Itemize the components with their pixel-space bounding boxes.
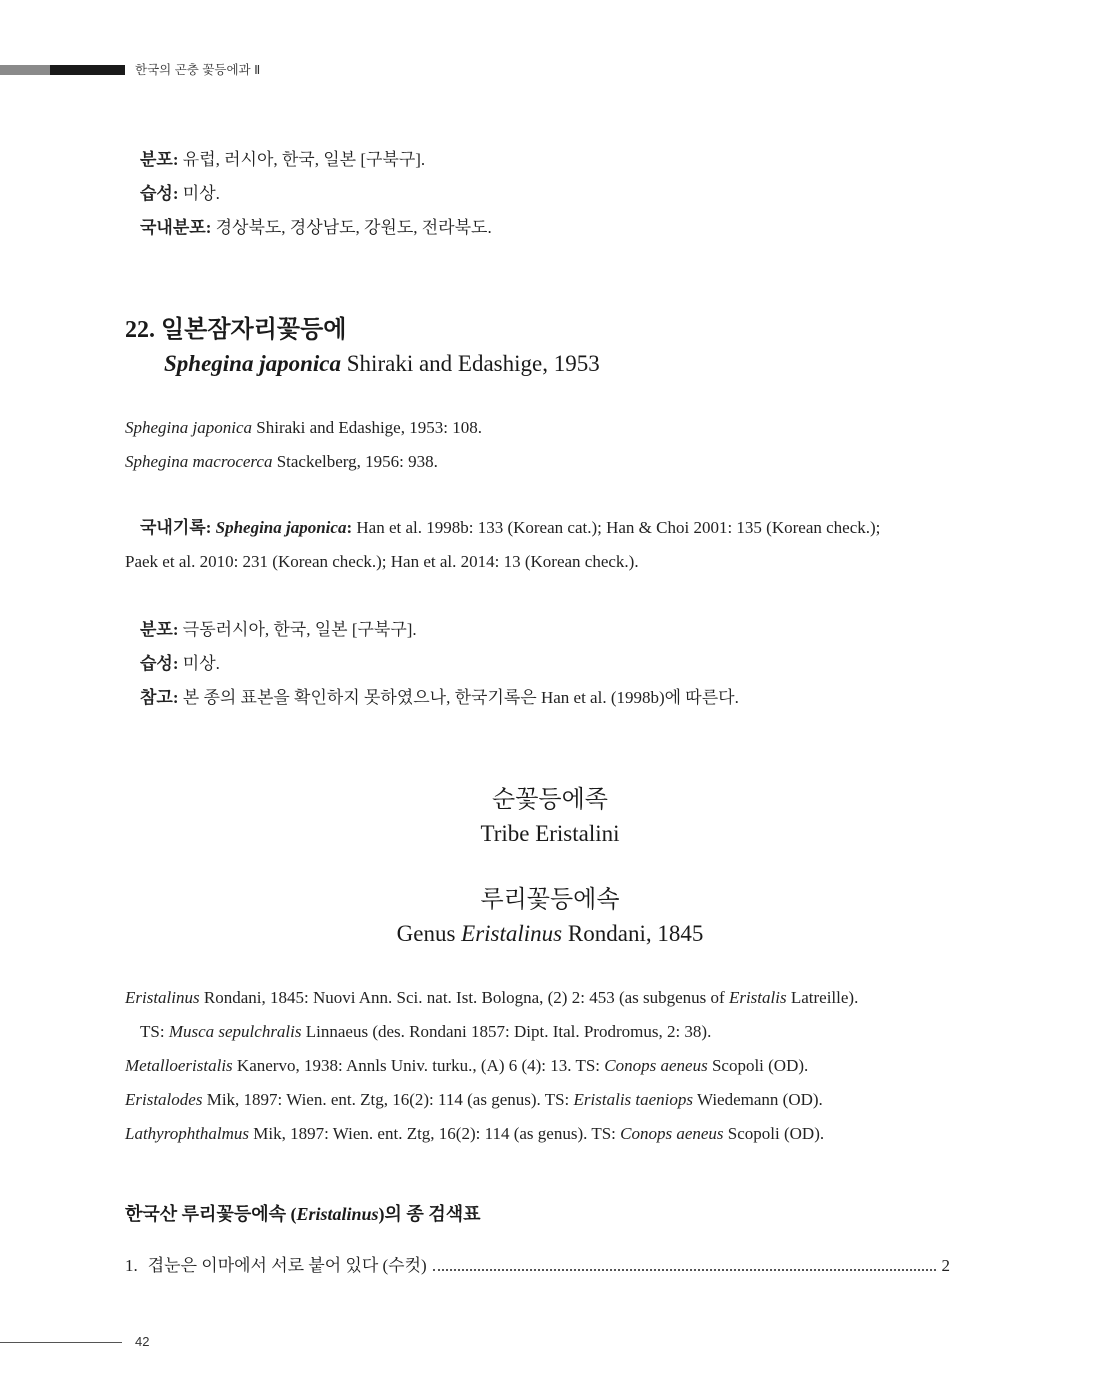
genus-korean: 루리꽃등에속 [480, 887, 620, 913]
genus-name: Eristalinus [461, 921, 563, 946]
synonym-name: Lathyrophthalmus [125, 1124, 250, 1143]
note-label: 참고: [140, 688, 179, 707]
synonym-citation: Kanervo, 1938: Annls Univ. turku., (A) 6 (4): 13. TS: [232, 1056, 605, 1075]
type-species-label: TS: [140, 1022, 169, 1041]
tribe-latin: Tribe Eristalini [480, 821, 620, 846]
species-binomial: Sphegina japonica [164, 351, 342, 376]
key-heading-suffix: )의 종 검색표 [378, 1204, 481, 1224]
prev-korean-distribution-text: 경상북도, 경상남도, 강원도, 전라북도. [211, 218, 492, 237]
korean-records-line-1 [140, 518, 880, 538]
species-number: 22. [125, 317, 155, 343]
key-item [125, 1255, 950, 1277]
prev-distribution [140, 150, 425, 170]
habit-label: 습성: [140, 654, 179, 673]
distribution-text: 극동러시아, 한국, 일본 [구북구]. [178, 620, 417, 639]
page-number: 42 [135, 1334, 150, 1349]
genus-synonym-1 [125, 988, 858, 1008]
korean-records-colon: : [346, 518, 353, 537]
synonym-type-species: Conops aeneus [620, 1124, 724, 1143]
synonym-citation-end: Wiedemann (OD). [693, 1090, 823, 1109]
synonym-citation: Shiraki and Edashige, 1953: 108. [252, 418, 482, 437]
header-bar-dark [50, 65, 125, 75]
species-title-scientific [164, 350, 600, 378]
key-heading-prefix: 한국산 루리꽃등에속 ( [125, 1204, 297, 1224]
genus-authority: Rondani, 1845 [562, 921, 704, 946]
key-item-leader-dots [433, 1269, 936, 1271]
species-synonym-1 [125, 418, 482, 438]
key-item-target: 2 [941, 1256, 950, 1275]
genus-type-species [140, 1022, 711, 1042]
species-note [140, 688, 739, 708]
genus-synonym-3 [125, 1090, 823, 1110]
korean-records-species: Sphegina japonica [215, 518, 347, 537]
synonym-name: Sphegina macrocerca [125, 452, 273, 471]
synonym-citation-end: Scopoli (OD). [707, 1056, 809, 1075]
synonym-citation: Stackelberg, 1956: 938. [272, 452, 438, 471]
synonym-citation-end: Latreille). [786, 988, 859, 1007]
prev-habit [140, 184, 220, 204]
tribe-korean: 순꽃등에족 [492, 787, 608, 813]
synonym-related-name: Eristalis [728, 988, 787, 1007]
korean-records-label: 국내기록: [140, 518, 212, 537]
synonym-citation-end: Scopoli (OD). [723, 1124, 825, 1143]
header-bar-gray [0, 65, 50, 75]
key-heading [125, 1203, 480, 1225]
key-heading-genus: Eristalinus [296, 1204, 379, 1224]
synonym-name: Sphegina japonica [125, 418, 253, 437]
prev-habit-label: 습성: [140, 184, 179, 203]
species-korean-name: 일본잠자리꽃등에 [161, 317, 347, 343]
prev-habit-text: 미상. [178, 184, 220, 203]
synonym-name: Eristalinus [125, 988, 200, 1007]
synonym-name: Eristalodes [125, 1090, 203, 1109]
running-head: 한국의 곤충 꽃등에과 Ⅱ [135, 63, 261, 77]
key-item-number: 1. [125, 1256, 138, 1275]
footer-rule [0, 1342, 122, 1343]
synonym-name: Metalloeristalis [125, 1056, 233, 1075]
genus-synonym-2 [125, 1056, 808, 1076]
species-habit [140, 654, 220, 674]
prev-korean-distribution-label: 국내분포: [140, 218, 212, 237]
key-item-text: 겹눈은 이마에서 서로 붙어 있다 (수컷) [147, 1256, 427, 1275]
species-distribution [140, 620, 417, 640]
note-text: 본 종의 표본을 확인하지 못하였으나, 한국기록은 Han et al. (1998b)에 따른다. [178, 688, 739, 707]
species-title-korean [125, 316, 346, 344]
habit-text: 미상. [178, 654, 220, 673]
genus-latin [0, 920, 1100, 948]
type-species-citation: Linnaeus (des. Rondani 1857: Dipt. Ital. Prodromus, 2: 38). [301, 1022, 712, 1041]
synonym-type-species: Eristalis taeniops [573, 1090, 694, 1109]
prev-distribution-label: 분포: [140, 150, 179, 169]
genus-synonym-4 [125, 1124, 824, 1144]
prev-distribution-text: 유럽, 러시아, 한국, 일본 [구북구]. [178, 150, 426, 169]
synonym-citation: Mik, 1897: Wien. ent. Ztg, 16(2): 114 (as genus). TS: [202, 1090, 574, 1109]
korean-records-text: Han et al. 1998b: 133 (Korean cat.); Han & Choi 2001: 135 (Korean check.); [352, 518, 881, 537]
species-synonym-2 [125, 452, 438, 472]
type-species-name: Musca sepulchralis [168, 1022, 302, 1041]
synonym-type-species: Conops aeneus [604, 1056, 708, 1075]
distribution-label: 분포: [140, 620, 179, 639]
korean-records-line-2: Paek et al. 2010: 231 (Korean check.); Han et al. 2014: 13 (Korean check.). [125, 552, 639, 571]
species-authority: Shiraki and Edashige, 1953 [341, 351, 600, 376]
synonym-citation: Rondani, 1845: Nuovi Ann. Sci. nat. Ist. Bologna, (2) 2: 453 (as subgenus of [199, 988, 729, 1007]
prev-korean-distribution [140, 218, 492, 238]
synonym-citation: Mik, 1897: Wien. ent. Ztg, 16(2): 114 (as genus). TS: [249, 1124, 621, 1143]
genus-prefix: Genus [396, 921, 462, 946]
